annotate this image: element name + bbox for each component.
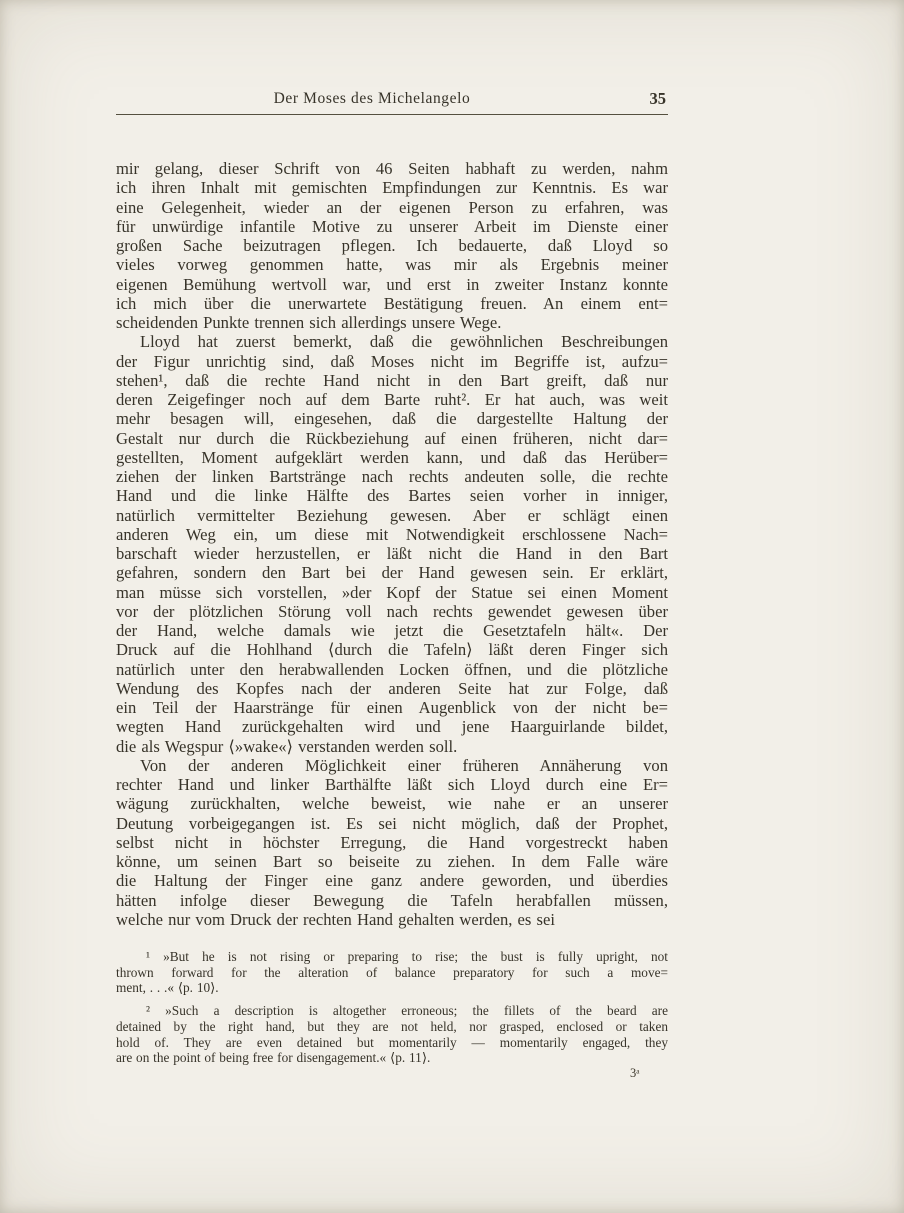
text-line: Wendung des Kopfes nach der anderen Seite hat zur Folge, daß [116, 678, 668, 698]
text-line: vieles vorweg genommen hatte, was mir als Ergebnis meiner [116, 255, 668, 275]
footnote-line: ¹ »But he is not rising or preparing to rise; the bust is fully upright, not [146, 949, 668, 964]
text-line: die als Wegspur ⟨»wake«⟩ verstanden werden soll. [116, 736, 458, 756]
paragraph [116, 159, 668, 332]
text-line: ziehen der linken Bartstränge nach rechts andeuten solle, die rechte [116, 467, 668, 486]
text-line: selbst nicht in höchster Erregung, die Hand vorgestreckt haben [116, 832, 668, 852]
text-line: Gestalt nur durch die Rückbeziehung auf einen früheren, nicht dar= [116, 428, 668, 448]
footnote [116, 1003, 668, 1066]
text-line: hätten infolge dieser Bewegung die Tafeln herabfallen müssen, [116, 890, 668, 910]
text-line: eigenen Bemühung wertvoll war, und erst in zweiter Instanz konnte [116, 274, 668, 294]
text-line: scheidenden Punkte trennen sich allerdings unsere Wege. [116, 313, 502, 332]
text-line: eine Gelegenheit, wieder an der eigenen Person zu erfahren, was [116, 197, 668, 217]
text-line: man müsse sich vorstellen, »der Kopf der Statue sei einen Moment [116, 582, 668, 602]
text-line: ein Teil der Haarstränge für einen Augenblick von der nicht be= [116, 698, 668, 717]
footnote-line: ² »Such a description is altogether erroneous; the fillets of the beard are [146, 1003, 668, 1019]
text-line: Lloyd hat zuerst bemerkt, daß die gewöhnlichen Beschreibungen [140, 332, 668, 352]
footnote-line: ment, . . .« ⟨p. 10⟩. [116, 980, 219, 996]
footnote [116, 949, 668, 996]
text-line: ich ihren Inhalt mit gemischten Empfindungen zur Kenntnis. Es war [116, 178, 668, 198]
text-line: stehen¹, daß die rechte Hand nicht in den Bart greift, daß nur [116, 370, 668, 390]
body-text [116, 159, 668, 929]
text-line: natürlich unter den herabwallenden Locken öffnen, und die plötzliche [116, 659, 668, 679]
text-line: welche nur vom Druck der rechten Hand gehalten werden, es sei [116, 909, 555, 929]
text-line: wägung zurückhalten, welche beweist, wie nahe er an unserer [116, 794, 668, 814]
text-line: Hand und die linke Hälfte des Bartes seien vorher in inniger, [116, 486, 668, 506]
text-line: die Haltung der Finger eine ganz andere geworden, und überdies [116, 871, 668, 891]
text-line: wegten Hand zurückgehalten wird und jene Haarguirlande bildet, [116, 717, 668, 737]
text-line: für unwürdige infantile Motive zu unserer Arbeit im Dienste einer [116, 216, 668, 236]
text-line: natürlich vermittelter Beziehung gewesen. Aber er schlägt einen [116, 505, 668, 525]
text-line: der Figur unrichtig sind, daß Moses nicht im Begriffe ist, aufzu= [116, 351, 668, 371]
text-line: anderen Weg ein, um diese mit Notwendigkeit erschlossene Nach= [116, 524, 668, 544]
text-line: deren Zeigefinger noch auf dem Barte ruht². Er hat auch, was weit [116, 390, 668, 409]
text-line: mehr besagen will, eingesehen, daß die dargestellte Haltung der [116, 409, 668, 429]
footnotes-block [116, 949, 668, 1066]
paragraph [116, 756, 668, 929]
text-line: ich mich über die unerwartete Bestätigung freuen. An einem ent= [116, 293, 668, 313]
text-column [116, 90, 668, 1073]
footnote-line: thrown forward for the alteration of balance preparatory for such a move= [116, 964, 668, 980]
text-line: gestellten, Moment aufgeklärt werden kann, und daß das Herüber= [116, 447, 668, 467]
paragraph [116, 332, 668, 756]
text-line: Druck auf die Hohlhand ⟨durch die Tafeln⟩ läßt deren Finger sich [116, 640, 668, 660]
text-line: großen Sache beizutragen pflegen. Ich bedauerte, daß Lloyd so [116, 236, 668, 255]
signature-mark: 3ᵃ [630, 1066, 640, 1080]
text-line: könne, um seinen Bart so beiseite zu ziehen. In dem Falle wäre [116, 852, 668, 871]
footnote-line: hold of. They are even detained but momentarily — momentarily engaged, they [116, 1034, 668, 1050]
text-line: gefahren, sondern den Bart bei der Hand gewesen sein. Er erklärt, [116, 563, 668, 583]
text-line: Deutung vorbeigegangen ist. Es sei nicht möglich, daß der Prophet, [116, 813, 668, 833]
text-line: rechter Hand und linker Barthälfte läßt sich Lloyd durch eine Er= [116, 775, 668, 794]
page-header [116, 90, 668, 112]
text-line: barschaft wieder herzustellen, er läßt nicht die Hand in den Bart [116, 544, 668, 563]
footnote-line: detained by the right hand, but they are not held, nor grasped, enclosed or taken [116, 1018, 668, 1034]
text-line: mir gelang, dieser Schrift von 46 Seiten habhaft zu werden, nahm [116, 159, 668, 178]
text-line: vor der plötzlichen Störung voll nach rechts gewendet gewesen über [116, 601, 668, 621]
page-number: 35 [649, 89, 666, 108]
running-head-title: Der Moses des Michelangelo [273, 90, 471, 107]
text-line: Von der anderen Möglichkeit einer früheren Annäherung von [140, 755, 668, 775]
text-line: der Hand, welche damals wie jetzt die Gesetztafeln hält«. Der [116, 621, 668, 640]
footnote-line: are on the point of being free for disengagement.« ⟨p. 11⟩. [116, 1050, 431, 1066]
header-rule [116, 114, 668, 115]
